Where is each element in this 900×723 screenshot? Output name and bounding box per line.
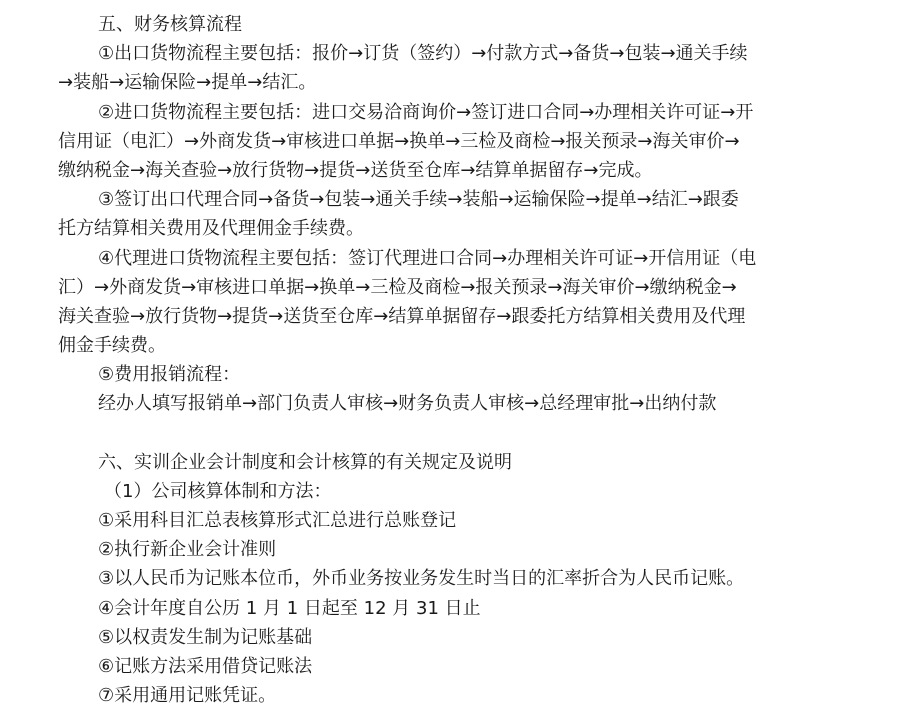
agency-import-flow-line: 海关查验→放行货物→提货→送货至仓库→结算单据留存→跟委托方结算相关费用及代理: [58, 305, 746, 327]
import-flow-line: 信用证（电汇）→外商发货→审核进口单据→换单→三检及商检→报关预录→海关审价→: [58, 130, 740, 152]
expense-flow-steps: 经办人填写报销单→部门负责人审核→财务负责人审核→总经理审批→出纳付款: [98, 393, 717, 415]
agency-import-flow-paragraph: [58, 244, 860, 361]
export-flow-paragraph: [58, 39, 860, 97]
import-flow-line: ②进口货物流程主要包括：进口交易洽商询价→签订进口合同→办理相关许可证→开: [98, 101, 754, 123]
agency-export-flow-line: ③签订出口代理合同→备货→包装→通关手续→装船→运输保险→提单→结汇→跟委: [98, 189, 739, 211]
accounting-rule-item: ④会计年度自公历 1 月 1 日起至 12 月 31 日止: [98, 597, 481, 619]
accounting-rule-item: ⑦采用通用记账凭证。: [98, 685, 277, 707]
agency-import-flow-line: ④代理进口货物流程主要包括：签订代理进口合同→办理相关许可证→开信用证（电: [98, 247, 757, 269]
accounting-rule-item: ③以人民币为记账本位币，外币业务按业务发生时当日的汇率折合为人民币记账。: [98, 568, 745, 590]
accounting-rules-list: [58, 506, 860, 710]
accounting-rule-item: ②执行新企业会计准则: [98, 539, 277, 561]
accounting-rule-item: ①采用科目汇总表核算形式汇总进行总账登记: [98, 510, 457, 531]
agency-import-flow-line: 汇）→外商发货→审核进口单据→换单→三检及商检→报关预录→海关审价→缴纳税金→: [58, 276, 737, 298]
export-flow-line: →装船→运输保险→提单→结汇。: [58, 72, 317, 94]
section-6-subheading: （1）公司核算体制和方法：: [104, 480, 332, 502]
section-5-heading: 五、财务核算流程: [98, 14, 242, 35]
accounting-rule-item: ⑤以权责发生制为记账基础: [98, 626, 313, 648]
accounting-rule-item: ⑥记账方法采用借贷记账法: [98, 655, 313, 677]
section-spacer: [58, 419, 860, 448]
import-flow-paragraph: [58, 98, 860, 186]
section-6-heading: 六、实训企业会计制度和会计核算的有关规定及说明: [98, 451, 512, 473]
agency-import-flow-line: 佣金手续费。: [58, 335, 166, 357]
import-flow-line: 缴纳税金→海关查验→放行货物→提货→送货至仓库→结算单据留存→完成。: [58, 159, 653, 181]
agency-export-flow-line: 托方结算相关费用及代理佣金手续费。: [58, 218, 364, 240]
agency-export-flow-paragraph: [58, 185, 860, 243]
export-flow-line: ①出口货物流程主要包括：报价→订货（签约）→付款方式→备货→包装→通关手续: [98, 43, 748, 65]
expense-flow-title: ⑤费用报销流程：: [98, 364, 241, 386]
